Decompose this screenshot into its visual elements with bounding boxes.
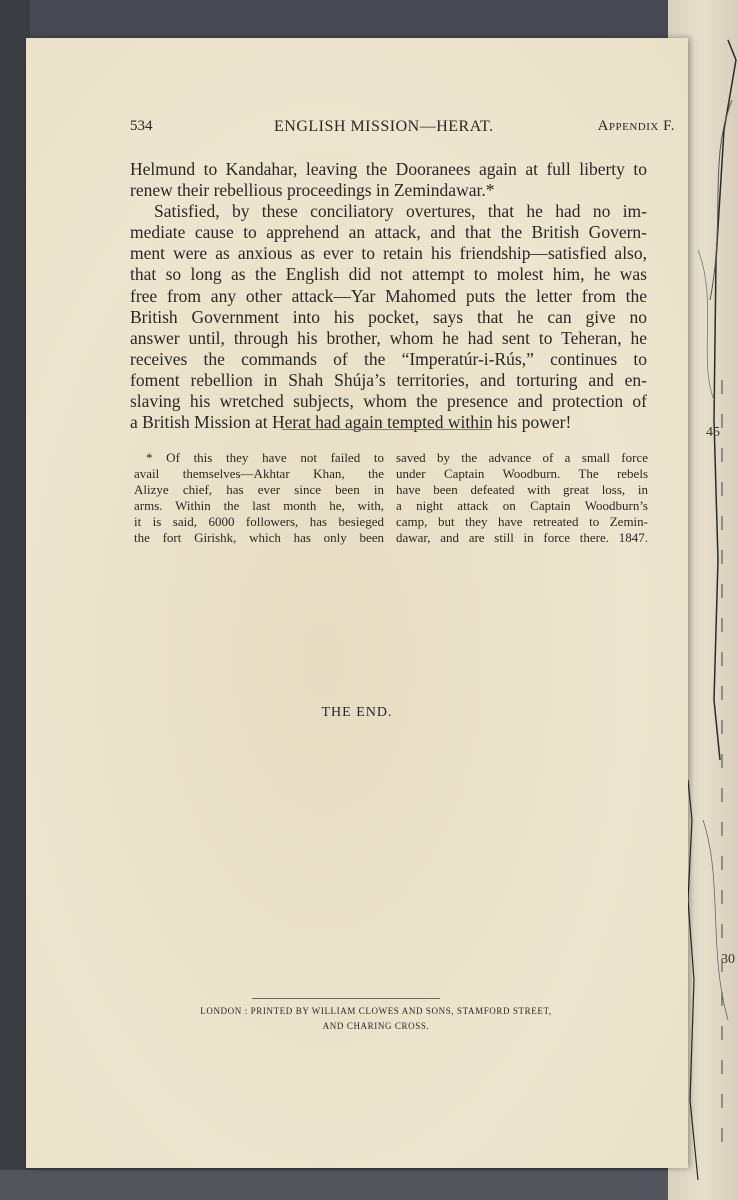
body-text (130, 159, 647, 433)
body-line: receives the commands of the “Imperatúr-i-Rús,” continues to (130, 348, 647, 369)
footnote-line: camp, but they have retreated to Zemin- (396, 514, 648, 530)
footnote-line: dawar, and are still in force there. 1847. (396, 530, 648, 546)
body-line: Satisfied, by these conciliatory overtures, that he had no im- (154, 201, 647, 222)
backdrop-top (0, 0, 738, 40)
footnote-line: have been defeated with great loss, in (396, 482, 648, 498)
footnote-column-left (134, 450, 384, 547)
imprint-divider (252, 998, 440, 999)
map-grid-number-lower: 30 (721, 952, 735, 967)
printer-imprint (176, 1004, 576, 1034)
body-line: free from any other attack—Yar Mahomed puts the letter from the (130, 285, 647, 306)
running-title: ENGLISH MISSION—HERAT. (274, 118, 494, 135)
body-line: British Government into his pocket, says that he can give no (130, 306, 647, 327)
footnote-line: saved by the advance of a small force (396, 450, 648, 465)
book-page (26, 38, 688, 1168)
footnote-divider (282, 429, 490, 430)
imprint-line-2: AND CHARING CROSS. (322, 1021, 430, 1031)
backdrop-bottom (0, 1170, 738, 1200)
footnote-line: it is said, 6000 followers, has besieged (134, 514, 384, 530)
body-line: ment were as anxious as ever to retain his friendship—satisfied also, (130, 243, 647, 264)
footnote-line: under Captain Woodburn. The rebels (396, 466, 648, 482)
body-line: a British Mission at Herat had again tempted within his power! (130, 412, 572, 433)
footnote-line: arms. Within the last month he, with, (134, 498, 384, 514)
footnote-line: Alizye chief, has ever since been in (134, 482, 384, 498)
body-line: Helmund to Kandahar, leaving the Dooranees again at full liberty to (130, 159, 647, 179)
appendix-label: Appendix F. (597, 118, 675, 134)
body-line: that so long as the English did not attempt to molest him, he was (130, 264, 647, 285)
body-line: foment rebellion in Shah Shúja’s territories, and torturing and en- (130, 369, 647, 390)
body-line: slaving his wretched subjects, whom the presence and protection of (130, 391, 647, 412)
running-head (130, 118, 675, 144)
the-end-heading: THE END. (321, 705, 393, 720)
footnote-line: avail themselves—Akhtar Khan, the (134, 466, 384, 482)
body-line: mediate cause to apprehend an attack, and that the British Govern- (130, 222, 647, 243)
body-line: renew their rebellious proceedings in Zemindawar.* (130, 180, 495, 201)
footnote-line: * Of this they have not failed to (146, 450, 384, 465)
footnote-column-right (396, 450, 648, 547)
footnote-line: the fort Girishk, which has only been (134, 530, 384, 546)
body-line: answer until, through his brother, whom he had sent to Teheran, he (130, 327, 647, 348)
page-number: 534 (130, 118, 153, 134)
map-grid-number-upper: 45 (706, 425, 720, 440)
imprint-line-1: LONDON : PRINTED BY WILLIAM CLOWES AND SONS, STAMFORD STREET, (200, 1006, 552, 1016)
footnote-line: a night attack on Captain Woodburn’s (396, 498, 648, 514)
